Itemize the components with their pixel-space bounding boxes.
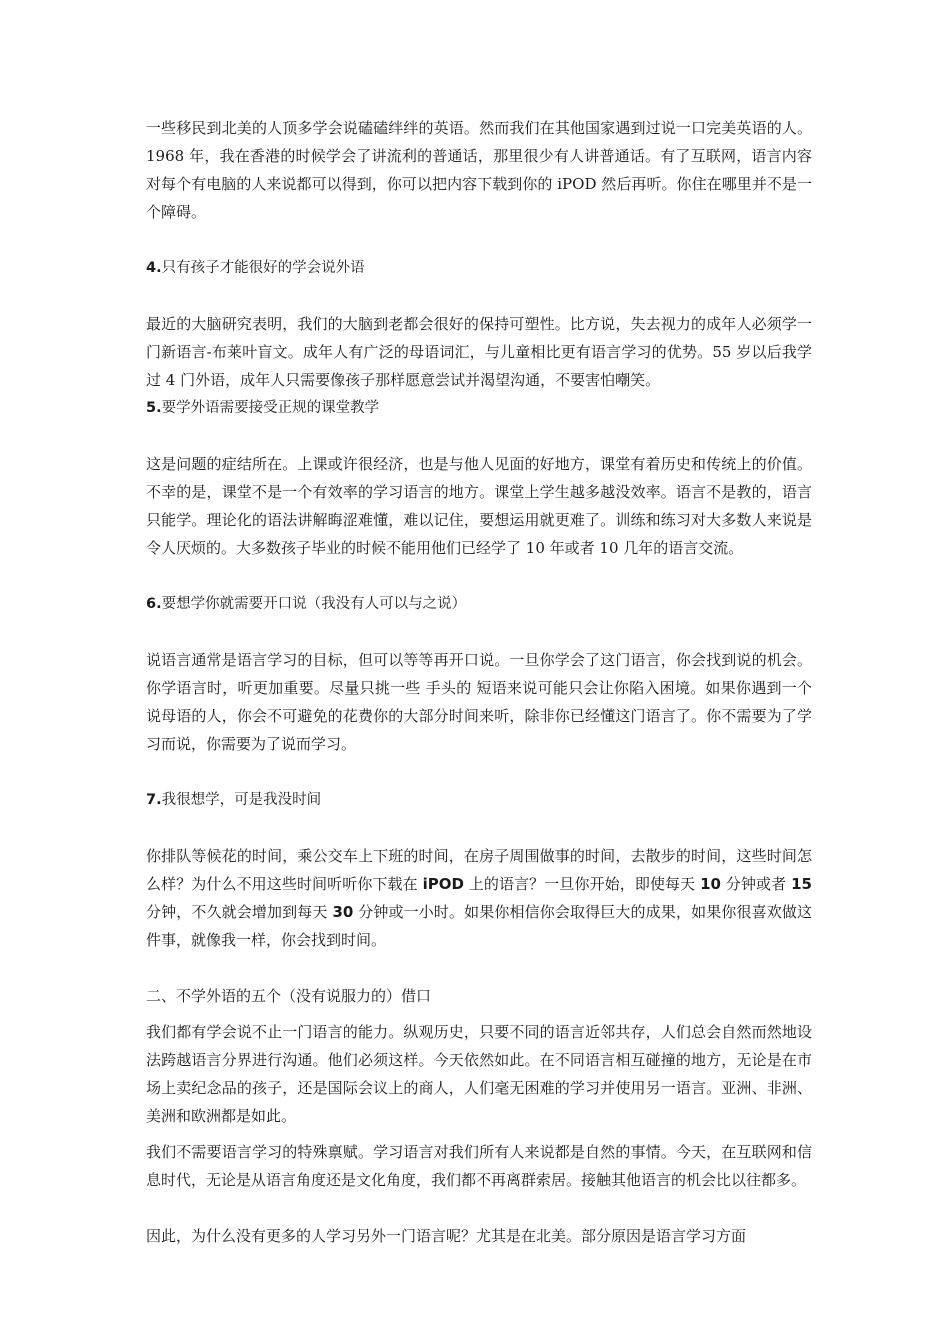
spacer (146, 758, 812, 786)
spacer (146, 1194, 812, 1222)
heading-7 (146, 786, 812, 814)
paragraph-8: 我们都有学会说不止一门语言的能力。纵观历史，只要不同的语言近邻共存，人们总会自然而然地设法跨越语言分界进行沟通。他们必须这样。今天依然如此。在不同语言相互碰撞的地方，无论是在市场上卖纪念品的孩子，还是国际会议上的商人，人们毫无困难的学习并使用另一语言。亚洲、非洲、美洲和欧洲都是如此。 (146, 1023, 812, 1125)
heading-number: 7. (146, 792, 162, 808)
bold-number-30: 30 (332, 903, 354, 921)
heading-5 (146, 394, 812, 422)
heading-text: 我很想学，可是我没时间 (161, 792, 322, 808)
spacer (146, 1010, 812, 1018)
bold-number-10: 10 (700, 875, 721, 893)
spacer (146, 562, 812, 590)
paragraph-9: 我们不需要语言学习的特殊禀赋。学习语言对我们所有人来说都是自然的事情。今天，在互联网和信息时代，无论是从语言角度还是文化角度，我们都不再离群索居。接触其他语言的机会比以往都多。 (146, 1143, 812, 1189)
text-run: 分钟或一小时。如果你相信你会取得巨大的成果，如果你很喜欢做这件事，就像我一样，你会找到时间。 (146, 903, 812, 949)
heading-number: 6. (146, 596, 162, 612)
paragraph-1: 一些移民到北美的人顶多学会说磕磕绊绊的英语。然而我们在其他国家遇到过说一口完美英语的人。1968 年，我在香港的时候学会了讲流利的普通话，那里很少有人讲普通话。有了互联网，语言内容对每个有电脑的人来说都可以得到，你可以把内容下载到你的 iPOD 然后再听。你住在哪里并不是一个障碍。 (146, 119, 812, 221)
spacer (146, 226, 812, 254)
text-run: 分钟，不久就会增加到每天 (146, 903, 333, 921)
text-run: 你排队等候花的时间，乘公交车上下班的时间，在房子周围做事的时间，去散步的时间，这些时间怎么样？为什么不用这些时间听听你下载在 (146, 847, 812, 893)
heading-text: 要想学你就需要开口说（我没有人可以与之说） (161, 596, 467, 612)
bold-ipod: iPOD (422, 875, 464, 893)
spacer (146, 954, 812, 982)
text-run: 分钟或者 (720, 875, 792, 893)
heading-number: 5. (146, 400, 162, 416)
text-run: 上的语言？一旦你开始，即使每天 (463, 875, 701, 893)
heading-text: 要学外语需要接受正规的课堂教学 (161, 400, 380, 416)
heading-text: 只有孩子才能很好的学会说外语 (161, 260, 365, 276)
spacer (146, 422, 812, 450)
document-page (146, 114, 812, 1250)
heading-6 (146, 590, 812, 618)
bold-number-15: 15 (791, 875, 812, 893)
paragraph-5: 这是问题的症结所在。上课或许很经济，也是与他人见面的好地方，课堂有着历史和传统上的价值。不幸的是，课堂不是一个有效率的学习语言的地方。课堂上学生越多越没效率。语言不是教的，语言只能学。理论化的语法讲解晦涩难懂，难以记住，要想运用就更难了。训练和练习对大多数人来说是令人厌烦的。大多数孩子毕业的时候不能用他们已经学了 10 年或者 10 几年的语言交流。 (146, 455, 812, 557)
paragraph-7 (146, 842, 812, 954)
paragraph-10: 因此，为什么没有更多的人学习另外一门语言呢？尤其是在北美。部分原因是语言学习方面 (146, 1227, 747, 1245)
heading-number: 4. (146, 260, 162, 276)
paragraph-4: 最近的大脑研究表明，我们的大脑到老都会很好的保持可塑性。比方说，失去视力的成年人必须学一门新语言-布莱叶盲文。成年人有广泛的母语词汇，与儿童相比更有语言学习的优势。55 岁以后我学过 4 门外语，成年人只需要像孩子那样愿意尝试并渴望沟通，不要害怕嘲笑。 (146, 315, 812, 389)
paragraph-6: 说语言通常是语言学习的目标，但可以等等再开口说。一旦你学会了这门语言，你会找到说的机会。你学语言时，听更加重要。尽量只挑一些 手头的 短语来说可能只会让你陷入困境。如果你遇到一个说母语的人，你会不可避免的花费你的大部分时间来听，除非你已经懂这门语言了。你不需要为了学习而说，你需要为了说而学习。 (146, 651, 812, 753)
spacer (146, 1130, 812, 1138)
heading-4 (146, 254, 812, 282)
spacer (146, 282, 812, 310)
spacer (146, 814, 812, 842)
spacer (146, 618, 812, 646)
section-heading-2: 二、不学外语的五个（没有说服力的）借口 (146, 987, 432, 1005)
